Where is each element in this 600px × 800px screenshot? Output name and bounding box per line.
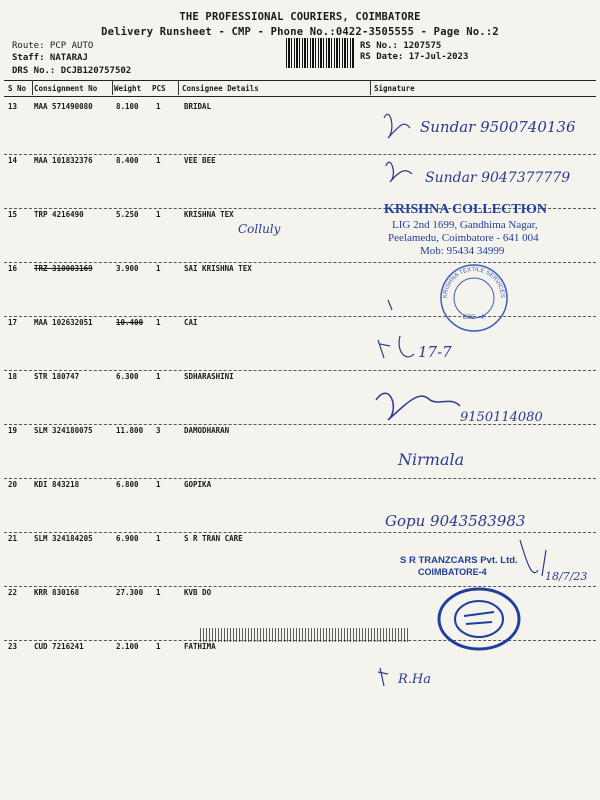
row-consignment: CUD 7216241 <box>34 642 84 651</box>
row-sno: 19 <box>8 426 18 435</box>
signature-23: R.Ha <box>398 672 432 687</box>
signature-14: Sundar 9047377779 <box>425 170 571 186</box>
row-pcs: 1 <box>156 156 161 165</box>
row-sno: 18 <box>8 372 18 381</box>
row-weight: 11.800 <box>116 426 144 435</box>
barcode <box>286 38 354 68</box>
row-consignment: KRR 830168 <box>34 588 80 597</box>
col-pcs: PCS <box>152 84 166 93</box>
col-sno: S No <box>8 84 27 93</box>
col-divider <box>32 80 33 95</box>
srt-stamp-city: COIMBATORE-4 <box>418 567 487 577</box>
row-sno: 23 <box>8 642 18 651</box>
row-consignment: MAA 102632051 <box>34 318 93 327</box>
signature-18: 9150114080 <box>460 410 543 425</box>
row-consignee: CAI <box>184 318 198 327</box>
company-title: THE PROFESSIONAL COURIERS, COIMBATORE <box>179 11 421 23</box>
row-pcs: 1 <box>156 264 161 273</box>
row-pcs: 1 <box>156 534 161 543</box>
signature-20: Gopu 9043583983 <box>385 512 526 530</box>
row-sno: 13 <box>8 102 18 111</box>
row-pcs: 1 <box>156 588 161 597</box>
signature-13: Sundar 9500740136 <box>420 118 576 136</box>
row-consignment: SLM 324180075 <box>34 426 93 435</box>
signature-17: 17-7 <box>418 343 452 361</box>
col-weight: Weight <box>114 84 142 93</box>
row-consignee: FATHIMA <box>184 642 216 651</box>
row-consignment: SLM 324184205 <box>34 534 93 543</box>
row-weight: 6.800 <box>116 480 139 489</box>
row-pcs: 1 <box>156 210 161 219</box>
col-consignee: Consignee Details <box>182 84 259 93</box>
row-consignee: VEE BEE <box>184 156 216 165</box>
row-weight: 6.900 <box>116 534 139 543</box>
row-weight: 8.100 <box>116 102 139 111</box>
row-sno: 14 <box>8 156 18 165</box>
rs-date: RS Date: 17-Jul-2023 <box>360 52 469 62</box>
row-pcs: 1 <box>156 480 161 489</box>
krishna-stamp-mob: Mob: 95434 34999 <box>420 245 505 257</box>
row-sno: 20 <box>8 480 18 489</box>
col-consignment: Consignment No <box>34 84 98 93</box>
row-consignee: SDHARASHINI <box>184 372 234 381</box>
row-weight: 10.400 <box>116 318 144 327</box>
row-sno: 22 <box>8 588 18 597</box>
row-weight: 5.250 <box>116 210 139 219</box>
row-consignee: GOPIKA <box>184 480 212 489</box>
drs-number: DRS No.: DCJB120757502 <box>12 66 132 76</box>
row-pcs: 1 <box>156 102 161 111</box>
row-weight: 3.900 <box>116 264 139 273</box>
row-weight: 6.300 <box>116 372 139 381</box>
row-consignee: SAI KRISHNA TEX <box>184 264 252 273</box>
row-consignee: DAMODHARAN <box>184 426 230 435</box>
row-sno: 17 <box>8 318 18 327</box>
col-signature: Signature <box>374 84 415 93</box>
row-pcs: 1 <box>156 318 161 327</box>
row-weight: 8.400 <box>116 156 139 165</box>
krishna-stamp-name: KRISHNA COLLECTION <box>384 202 547 217</box>
runsheet-subtitle: Delivery Runsheet - CMP - Phone No.:0422-3505555 - Page No.:2 <box>101 26 499 38</box>
col-divider <box>178 80 179 95</box>
row-consignee: BRIDAL <box>184 102 212 111</box>
staff-label: Staff: NATARAJ <box>12 53 88 63</box>
signature-19: Nirmala <box>398 450 465 469</box>
round-stamp-city: CBE - 4. <box>462 315 486 321</box>
rs-number: RS No.: 1207575 <box>360 41 442 51</box>
signature-scribbles <box>370 100 596 700</box>
row-consignment: TRP 4216490 <box>34 210 84 219</box>
row-consignee: KVB DO <box>184 588 212 597</box>
row-pcs: 1 <box>156 642 161 651</box>
row-weight: 27.300 <box>116 588 144 597</box>
col-divider <box>370 80 371 95</box>
row-consignment: KDI 843218 <box>34 480 80 489</box>
row-consignment: TRZ 310003169 <box>34 264 93 273</box>
signature-21-date: 18/7/23 <box>545 570 588 583</box>
row-consignee: KRISHNA TEX <box>184 210 234 219</box>
row-consignment: MAA 101832376 <box>34 156 93 165</box>
row-pcs: 1 <box>156 372 161 381</box>
row-pcs: 3 <box>156 426 161 435</box>
round-stamp-text: KRISHNA TEXTILE SERVICES <box>442 266 506 299</box>
row-sno: 21 <box>8 534 18 543</box>
row-sno: 15 <box>8 210 18 219</box>
row-sno: 16 <box>8 264 18 273</box>
table-header <box>4 80 596 97</box>
handwriting-15: Colluly <box>238 222 281 236</box>
row-consignment: MAA 571490080 <box>34 102 93 111</box>
krishna-stamp-addr2: Peelamedu, Coimbatore - 641 004 <box>388 232 539 244</box>
route-label: Route: PCP AUTO <box>12 41 94 51</box>
srt-stamp-name: S R TRANZCARS Pvt. Ltd. <box>400 555 518 566</box>
row-weight: 2.100 <box>116 642 139 651</box>
row-consignment: STR 180747 <box>34 372 80 381</box>
row-consignee: S R TRAN CARE <box>184 534 243 543</box>
col-divider <box>112 80 113 95</box>
krishna-stamp-addr1: LIG 2nd 1699, Gandhima Nagar, <box>392 219 538 231</box>
